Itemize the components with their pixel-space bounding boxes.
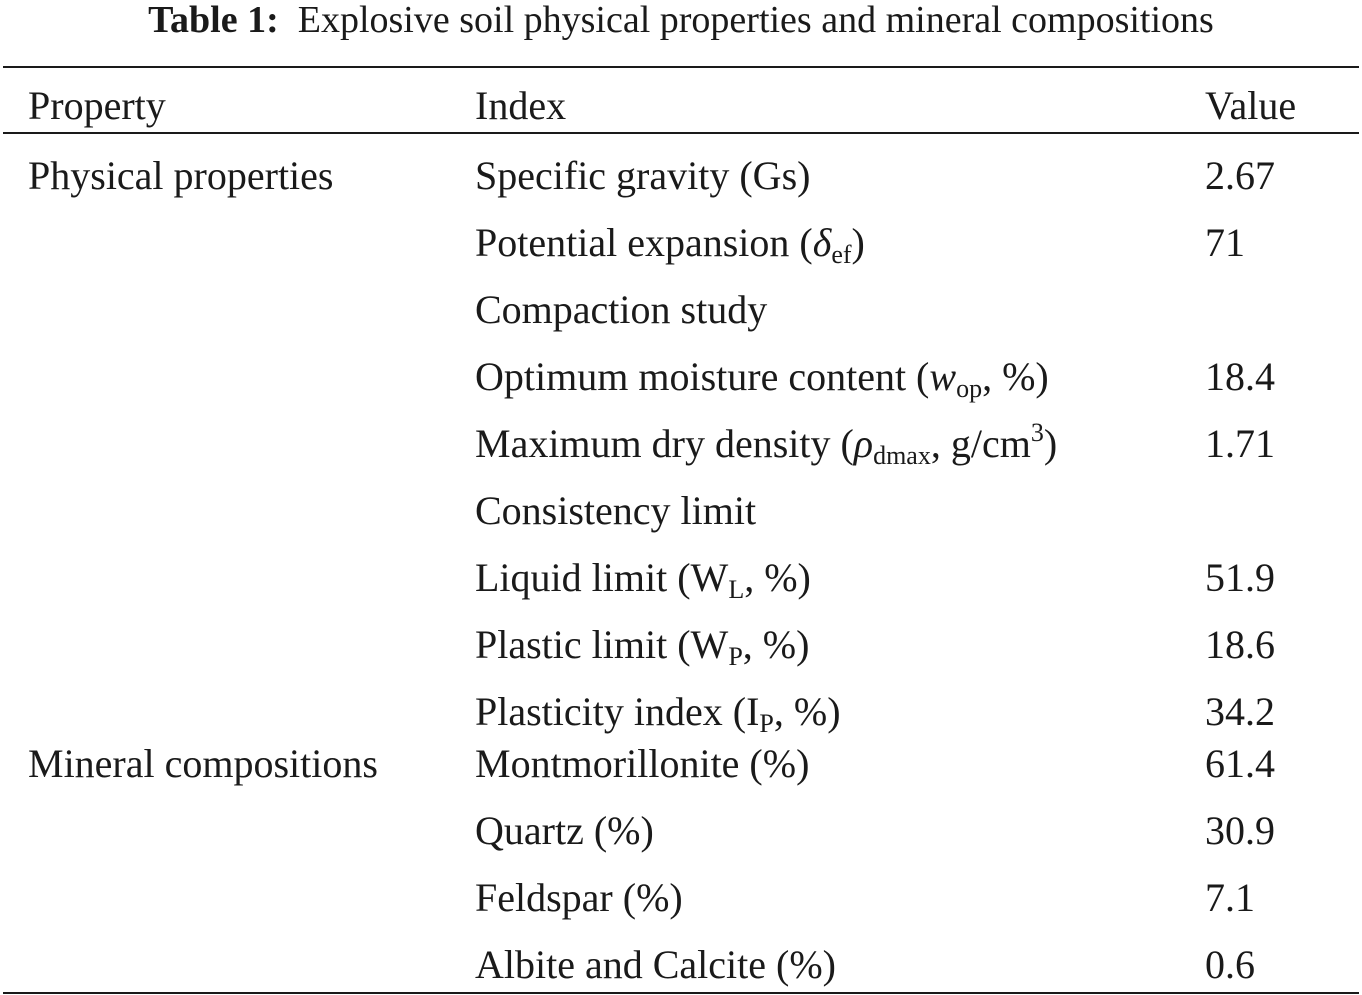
header-property: Property: [28, 83, 166, 128]
cell-index: Feldspar (%): [475, 875, 683, 920]
cell-value: 61.4: [1205, 741, 1275, 786]
cell-index: [475, 689, 841, 738]
index-text-end: ): [1043, 421, 1058, 466]
cell-index: Albite and Calcite (%): [475, 942, 836, 987]
index-text: Maximum dry density (: [475, 421, 854, 466]
index-symbol: ρ: [853, 421, 874, 466]
cell-value: 0.6: [1205, 942, 1255, 987]
cell-property: Mineral compositions: [28, 741, 378, 786]
index-text: Potential expansion (: [475, 220, 813, 265]
cell-index: [475, 220, 865, 269]
index-symbol: δ: [812, 220, 832, 265]
cell-value: 30.9: [1205, 808, 1275, 853]
index-text: Liquid limit (W: [475, 555, 729, 600]
cell-value: 51.9: [1205, 555, 1275, 600]
cell-index: Compaction study: [475, 287, 768, 332]
index-text-end: , %): [982, 354, 1049, 399]
top-rule: [3, 66, 1359, 68]
cell-index: Quartz (%): [475, 808, 654, 853]
cell-index: Consistency limit: [475, 488, 757, 533]
index-text-end: , %): [773, 689, 841, 734]
table-caption: [0, 0, 1362, 40]
index-text: Plastic limit (W: [475, 622, 729, 667]
index-text-end: , %): [744, 555, 811, 600]
caption-label: Table 1:: [148, 0, 279, 41]
cell-value: 7.1: [1205, 875, 1255, 920]
bottom-rule: [3, 992, 1359, 994]
cell-value: 1.71: [1205, 421, 1275, 466]
index-text: Plasticity index (I: [475, 689, 760, 734]
cell-value: 2.67: [1205, 153, 1275, 198]
index-symbol: w: [929, 354, 957, 399]
index-text-mid: , g/cm: [930, 421, 1031, 466]
cell-value: 34.2: [1205, 689, 1275, 734]
cell-index: [475, 622, 810, 671]
cell-value: 18.6: [1205, 622, 1275, 667]
cell-index: Specific gravity (Gs): [475, 153, 811, 198]
index-text: Optimum moisture content (: [475, 354, 930, 399]
cell-index: [475, 418, 1058, 470]
index-subscript: ef: [831, 240, 852, 269]
cell-index: [475, 555, 811, 604]
index-superscript: 3: [1030, 418, 1044, 447]
index-text-end: , %): [742, 622, 810, 667]
header-value: Value: [1205, 83, 1297, 128]
cell-index: Montmorillonite (%): [475, 741, 810, 786]
index-subscript: P: [728, 642, 743, 671]
index-subscript: P: [759, 709, 774, 738]
index-subscript: op: [956, 374, 983, 403]
header-rule: [3, 132, 1359, 134]
cell-index: [475, 354, 1049, 403]
caption-title: Explosive soil physical properties and mineral compositions: [297, 0, 1214, 41]
index-text-end: ): [851, 220, 865, 265]
index-subscript: L: [728, 575, 745, 604]
index-subscript: dmax: [873, 441, 931, 470]
cell-property: Physical properties: [28, 153, 334, 198]
cell-value: 71: [1205, 220, 1245, 265]
header-index: Index: [475, 83, 567, 128]
cell-value: 18.4: [1205, 354, 1275, 399]
